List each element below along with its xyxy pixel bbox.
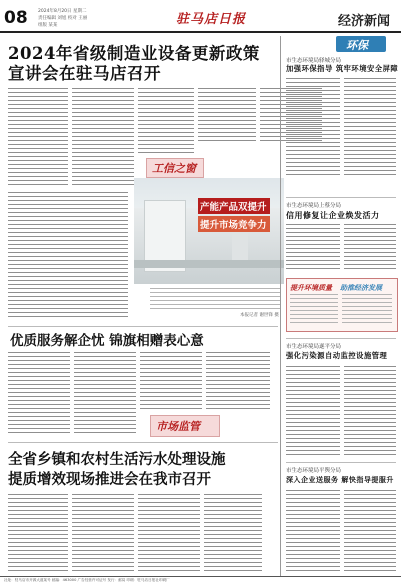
- mid-separator: [8, 326, 278, 327]
- photo-banner-line-2: 提升市场竞争力: [198, 216, 270, 232]
- photo-byline: 本报记者 谢世锋 摄: [240, 313, 279, 318]
- environment-badge-label: 环保: [346, 39, 368, 52]
- s4-headline: 深入企业送服务 解快指导提服升: [286, 475, 394, 484]
- s3-body-right: [344, 366, 396, 456]
- header-rule: [0, 31, 401, 33]
- lead-body-col-3: [138, 88, 194, 154]
- s1-headline: 加强环保指导 筑牢环境安全屏障: [286, 64, 399, 73]
- mid-body-col-3: [140, 352, 202, 412]
- feature-box-right-label: 助推经济发展: [340, 283, 382, 292]
- lead-body-col-left: [8, 192, 128, 320]
- column-badge-label: 工信之窗: [152, 162, 196, 175]
- s2-headline: 信用修复让企业焕发活力: [286, 210, 380, 220]
- photo-banner: [198, 198, 270, 232]
- s4-body-right: [344, 490, 396, 574]
- s4-agency: 市生态环境局平舆分局: [286, 468, 342, 474]
- s3-body-left: [286, 366, 340, 456]
- s3-agency: 市生态环境局遂平分局: [286, 344, 342, 350]
- feature-box-body-right: [342, 294, 392, 326]
- right-column-divider: [280, 36, 281, 576]
- mid-body-col-1: [8, 352, 70, 436]
- s4-body-left: [286, 490, 340, 574]
- masthead-logo: 驻马店日报: [176, 12, 247, 27]
- lead-headline-1: 2024年省级制造业设备更新政策: [8, 44, 260, 63]
- s2-separator: [286, 197, 396, 198]
- layout-line: 组版 某某: [38, 23, 58, 28]
- lead-headline-2: 宣讲会在驻马店召开: [8, 64, 161, 83]
- footer-rule: [0, 576, 401, 577]
- s1-body-right: [344, 78, 396, 178]
- lead-body-col-1: [8, 88, 68, 188]
- bottom-separator: [8, 442, 278, 443]
- issue-date-line: 2024年8月20日 星期二: [38, 9, 87, 14]
- s3-headline: 强化污染源自动监控设施管理: [286, 351, 388, 360]
- mid-body-col-2: [74, 352, 136, 436]
- s3-separator: [286, 338, 396, 339]
- mid-headline: 优质服务解企忧 锦旗相赠表心意: [10, 333, 204, 349]
- feature-box-left-label: 提升环境质量: [290, 283, 332, 292]
- section-title: 经济新闻: [338, 14, 391, 29]
- lead-body-col-4: [198, 88, 256, 144]
- bottom-body-col-3: [138, 494, 200, 574]
- s1-agency: 市生态环境局驿城分局: [286, 58, 342, 64]
- s2-body-right: [344, 224, 396, 272]
- page-number: 08: [4, 8, 28, 28]
- bottom-headline-1: 全省乡镇和农村生活污水处理设施: [8, 451, 226, 468]
- s2-body-left: [286, 224, 340, 272]
- market-badge-label: 市场监管: [156, 420, 200, 433]
- s1-body-left: [286, 78, 340, 178]
- bottom-body-col-2: [72, 494, 134, 574]
- mid-body-col-4: [206, 352, 270, 412]
- footer-imprint: 社址：驻马店市开源大道某号 邮编：463000 广告经营许可证号 发行：邮局 印刷：驻马店日报社印刷厂: [4, 578, 170, 582]
- conveyor-shape: [134, 260, 284, 268]
- feature-box-body-left: [290, 294, 338, 326]
- editor-line: 责任编辑 刘旭 校对 王丽: [38, 16, 88, 21]
- s2-agency: 市生态环境局上蔡分局: [286, 203, 342, 209]
- bottom-body-col-1: [8, 494, 68, 574]
- photo-caption: [150, 288, 280, 312]
- s4-separator: [286, 462, 396, 463]
- bottom-body-col-4: [204, 494, 262, 574]
- bottom-headline-2: 提质增效现场推进会在我市召开: [8, 471, 211, 488]
- photo-banner-line-1: 产能产品双提升: [198, 198, 270, 214]
- lead-body-col-2: [72, 88, 134, 188]
